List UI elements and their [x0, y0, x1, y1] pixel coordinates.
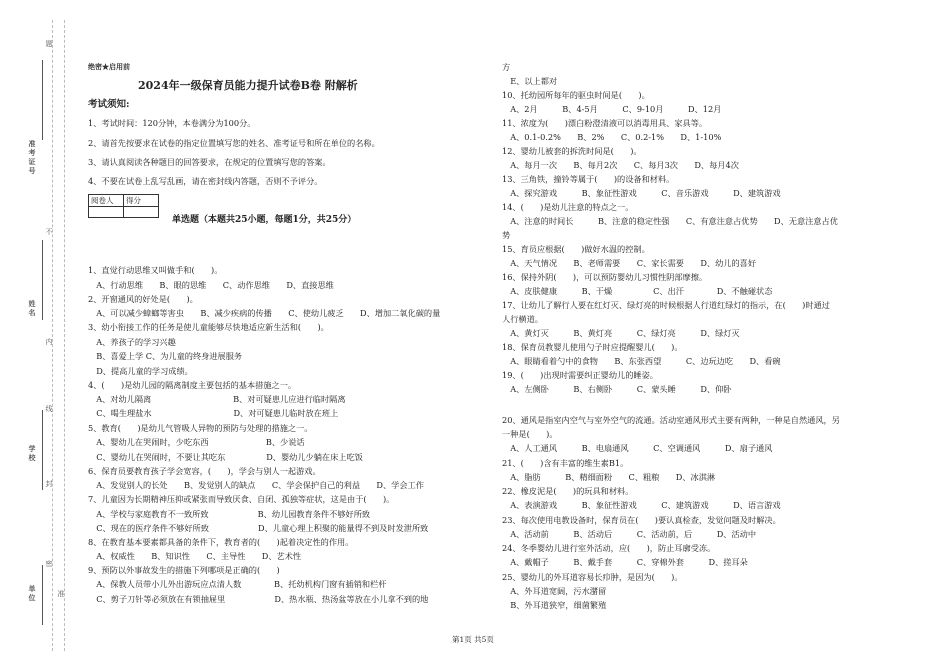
notice-item: 3、请认真阅读各种题目的回答要求，在规定的位置填写您的答案。	[88, 157, 331, 167]
school-underline	[42, 410, 43, 490]
question-line: A、发觉别人的长处 B、发觉别人的缺点 C、学会保护自己的利益 D、学会工作	[88, 480, 424, 490]
question-line: 9、预防以外事故发生的措施下列哪项是正确的( )	[88, 565, 280, 575]
question-line: 11、浓度为( )漂白粉澄清液可以消毒用具、家具等。	[502, 118, 708, 128]
question-line: A、眼睛看着勺中的食物 B、东张西望 C、边玩边吃 D、看碗	[502, 356, 781, 366]
question-line: C、现在的医疗条件不够好所致 D、儿童心理上积聚的能量得不到及时发泄所致	[88, 523, 429, 533]
question-line: 势	[502, 230, 511, 240]
secret-label: 绝密★启用前	[88, 62, 130, 71]
question-line: A、对幼儿隔离 B、对可疑患儿应进行临时隔离	[88, 394, 346, 404]
question-line: C、喝生理盐水 D、对可疑患儿临时放在班上	[88, 408, 339, 418]
question-line: 3、幼小衔接工作的任务是使儿童能够尽快地适应新生活和( )。	[88, 322, 329, 332]
question-line: 25、婴幼儿的外耳道容易长疖肿，是因为( )。	[502, 572, 683, 582]
question-line: 8、在教育基本要素都具备的条件下，教育者的( )起着决定性的作用。	[88, 537, 354, 547]
section-title: 单选题（本题共25小题，每题1分，共25分）	[172, 215, 357, 225]
question-line: A、黄灯灭 B、黄灯亮 C、绿灯亮 D、绿灯灭	[502, 328, 740, 338]
exam-number-underline	[42, 60, 43, 140]
score-cell	[89, 207, 124, 218]
notice-item: 2、请首先按要求在试卷的指定位置填写您的姓名、准考证号和所在单位的名称。	[88, 138, 380, 148]
question-line: A、表演游戏 B、象征性游戏 C、建筑游戏 D、语言游戏	[502, 500, 781, 510]
question-line: 方	[502, 62, 511, 72]
question-line: A、人工通风 B、电扇通风 C、空调通风 D、扇子通风	[502, 443, 773, 453]
question-line: 22、橡皮泥是( )的玩具和材料。	[502, 486, 634, 496]
page-title: 2024年一级保育员能力提升试卷B卷 附解析	[138, 79, 358, 92]
name-underline	[42, 240, 43, 320]
cut-mark: 题	[45, 40, 53, 49]
cut-mark: 不	[45, 228, 53, 237]
question-line: 17、让幼儿了解行人要在红灯灭、绿灯亮的时候根据人行道红绿灯的指示，在( )时通过	[502, 300, 830, 310]
question-line: C、婴幼儿在哭闹时，不要让其吃东 D、婴幼儿少躺在床上吃饭	[88, 452, 363, 462]
label-exam-number: 准考证号	[28, 140, 37, 176]
question-line: 7、儿童因为长期精神压抑或紧张而导致厌食、自闭、孤独等症状，这是由于( )。	[88, 494, 395, 504]
question-line: 15、育员应根据( )做好水温的控制。	[502, 244, 650, 254]
question-line: A、皮肤健康 B、干燥 C、出汗 D、不触碰状态	[502, 286, 773, 296]
notice-item: 1、考试时间：120分钟，本卷满分为100分。	[88, 118, 256, 128]
question-line: 10、托幼园所每年的驱虫时间是( )。	[502, 90, 650, 100]
question-line: A、左侧卧 B、右侧卧 C、蒙头睡 D、仰卧	[502, 384, 732, 394]
question-line: 16、保持外阴( )，可以预防婴幼儿习惯性阴部摩擦。	[502, 272, 708, 282]
unit-underline	[42, 565, 43, 625]
question-line: 14、( )是幼儿注意的特点之一。	[502, 202, 634, 212]
question-line: A、婴幼儿在哭闹时，少吃东西 B、少说话	[88, 437, 305, 447]
question-line: B、外耳道狭窄，细菌繁殖	[502, 600, 607, 610]
question-line: 12、婴幼儿被套的拆洗时间是( )。	[502, 146, 642, 156]
score-table	[88, 194, 159, 218]
question-line: 20、通风是指室内空气与室外空气的流通。活动室通风形式主要有两种，一种是自然通风，另	[502, 415, 840, 425]
question-line: A、每月一次 B、每月2次 C、每月3次 D、每月4次	[502, 160, 739, 170]
question-line: 1、直觉行动思维又叫做手和( )。	[88, 265, 223, 275]
question-line: A、探究游戏 B、象征性游戏 C、音乐游戏 D、建筑游戏	[502, 188, 781, 198]
question-line: 人行横道。	[502, 314, 543, 324]
score-table-score: 得分	[124, 195, 159, 207]
cut-mark: 准	[57, 590, 65, 599]
label-unit: 单位	[28, 585, 37, 603]
question-line: A、可以减少蟑螂等害虫 B、减少疾病的传播 C、使幼儿疲乏 D、增加二氧化碳的量	[88, 308, 441, 318]
question-line: 21、( )含有丰富的维生素B1。	[502, 458, 629, 468]
question-line: B、喜爱上学 C、为儿童的终身进展服务	[88, 351, 243, 361]
question-line: A、外耳道宽阔，污水潴留	[502, 586, 607, 596]
cut-line-inner	[64, 20, 65, 651]
question-line: A、养孩子的学习兴趣	[88, 337, 176, 347]
score-table-grader: 阅卷人	[89, 195, 124, 207]
question-line: A、权威性 B、知识性 C、主导性 D、艺术性	[88, 551, 302, 561]
question-line: 24、冬季婴幼儿进行室外活动，应( )，防止耳廓受冻。	[502, 543, 716, 553]
question-line: A、行动思维 B、眼的思维 C、动作思维 D、直接思维	[88, 280, 334, 290]
question-line: 6、保育员要教育孩子学会宽容，( )，学会与别人一起游戏。	[88, 466, 321, 476]
question-line: 19、( )出现时需要纠正婴幼儿的睡姿。	[502, 370, 658, 380]
cut-mark: 内	[45, 338, 53, 347]
page-footer: 第1页 共5页	[452, 635, 494, 644]
question-line: A、2月 B、4-5月 C、9-10月 D、12月	[502, 104, 722, 114]
question-line: A、学校与家庭教育不一致所致 B、幼儿园教育条件不够好所致	[88, 509, 371, 519]
notice-title: 考试须知:	[88, 99, 130, 110]
question-line: A、0.1-0.2% B、2% C、0.2-1% D、1-10%	[502, 132, 722, 142]
question-line: 4、( )是幼儿园的隔离制度主要包括的基本措施之一。	[88, 380, 297, 390]
cut-mark: 密	[45, 560, 53, 569]
label-school: 学校	[28, 445, 37, 463]
question-line: A、天气情况 B、老师需要 C、家长需要 D、幼儿的喜好	[502, 258, 757, 268]
question-line: 2、开窗通风的好处是( )。	[88, 294, 198, 304]
question-line: C、剪子刀针等必须放在有锁抽屉里 D、热水瓶、热汤盆等放在小儿拿不到的地	[88, 594, 429, 604]
cut-mark: 线	[45, 405, 53, 414]
question-line: 18、保育员教婴儿使用勺子时应提醒婴儿( )。	[502, 342, 683, 352]
label-name: 姓名	[28, 300, 37, 318]
cut-line-outer	[52, 20, 53, 651]
question-line: 5、教育( )是幼儿气管吸人异物的预防与处理的措施之一。	[88, 423, 313, 433]
question-line: A、活动前 B、活动后 C、活动前，后 D、活动中	[502, 529, 757, 539]
question-line: A、保教人员带小儿外出游玩应点清人数 B、托幼机构门窗有插销和栏杆	[88, 579, 387, 589]
cut-mark: 封	[45, 480, 53, 489]
question-line: D、提高儿童的学习成绩。	[88, 366, 193, 376]
question-line: 23、每次使用电教设备时，保育员在( )要认真检查，发觉问题及时解决。	[502, 515, 781, 525]
question-line: A、脂肪 B、精细面粉 C、粗粮 D、冰淇淋	[502, 472, 716, 482]
question-line: 13、三角铁，撞铃等属于( )的设备和材料。	[502, 174, 675, 184]
question-line: E、以上都对	[502, 76, 558, 86]
score-cell	[124, 207, 159, 218]
question-line: A、戴帽子 B、戴手套 C、穿棉外套 D、搓耳朵	[502, 557, 748, 567]
question-line: A、注意的时间长 B、注意的稳定性强 C、有意注意占优势 D、无意注意占优	[502, 216, 838, 226]
notice-item: 4、不要在试卷上乱写乱画，请在密封线内答题，否则不予评分。	[88, 176, 323, 186]
question-line: 一种是( )。	[502, 429, 558, 439]
